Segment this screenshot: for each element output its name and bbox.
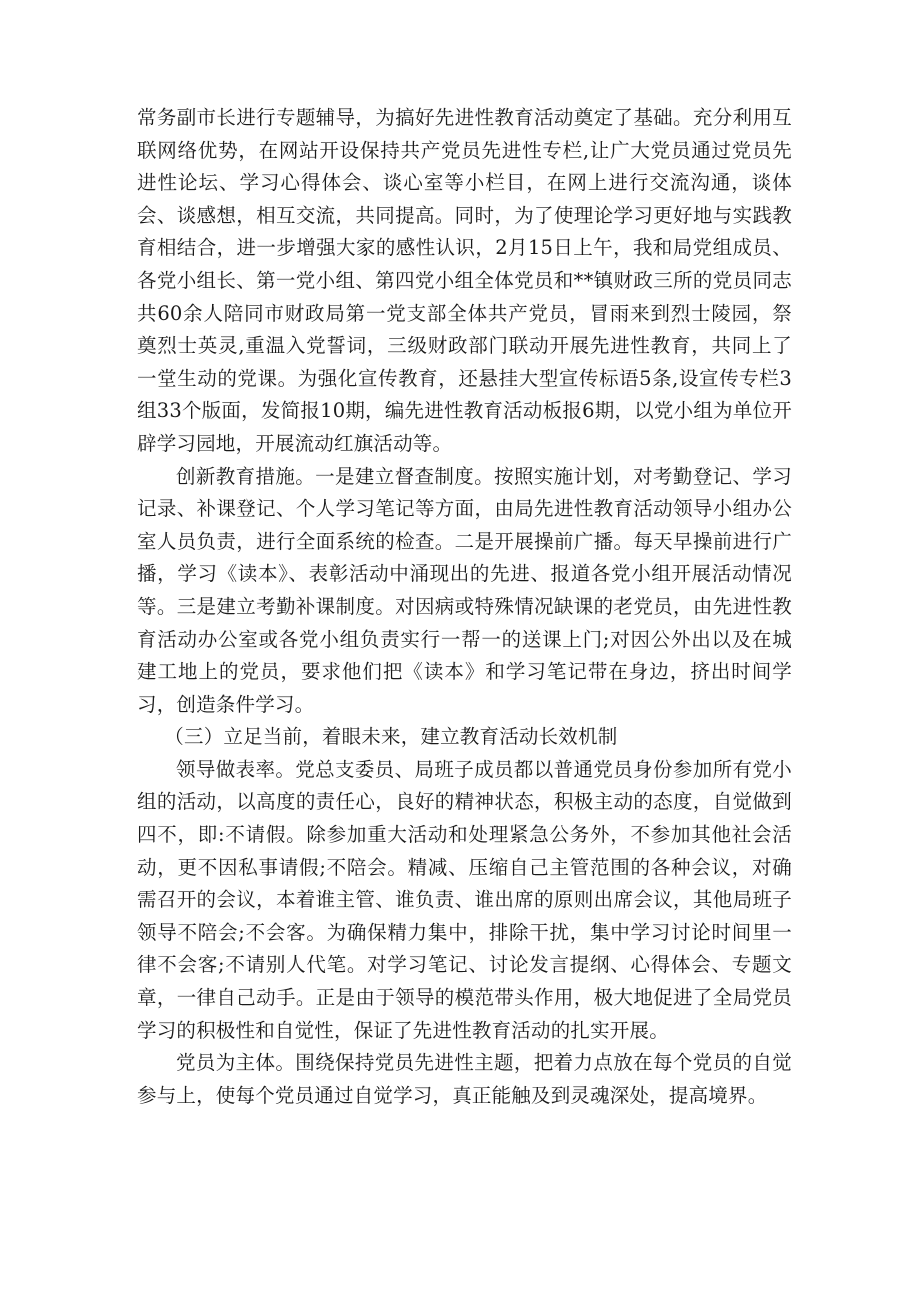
body-paragraph-innovation: 创新教育措施。一是建立督查制度。按照实施计划，对考勤登记、学习记录、补课登记、个人学习笔记等方面，由局先进性教育活动领导小组办公室人员负责，进行全面系统的检查。二是开展操前广播。每天早操前进行广播，学习《读本》、表彰活动中涌现出的先进、报道各党小组开展活动情况等。三是建立考勤补课制度。对因病或特殊情况缺课的老党员，由先进性教育活动办公室或各党小组负责实行一帮一的送课上门;对因公外出以及在城建工地上的党员，要求他们把《读本》和学习笔记带在身边，挤出时间学习，创造条件学习。 xyxy=(137,464,792,716)
body-paragraph-1: 常务副市长进行专题辅导，为搞好先进性教育活动奠定了基础。充分利用互联网络优势，在网站开设保持共产党员先进性专栏,让广大党员通过党员先进性论坛、学习心得体会、谈心室等小栏目，在网上进行交流沟通，谈体会、谈感想，相互交流，共同提高。同时，为了使理论学习更好地与实践教育相结合，进一步增强大家的感性认识，2月15日上午，我和局党组成员、各党小组长、第一党小组、第四党小组全体党员和**镇财政三所的党员同志共60余人陪同市财政局第一党支部全体共产党员，冒雨来到烈士陵园，祭奠烈士英灵,重温入党誓词，三级财政部门联动开展先进性教育，共同上了一堂生动的党课。为强化宣传教育，还悬挂大型宣传标语5条,设宣传专栏3组33个版面，发简报10期，编先进性教育活动板报6期，以党小组为单位开辟学习园地，开展流动红旗活动等。 xyxy=(137,106,792,455)
body-paragraph-members: 党员为主体。围绕保持党员先进性主题，把着力点放在每个党员的自觉参与上，使每个党员通过自觉学习，真正能触及到灵魂深处，提高境界。 xyxy=(137,1051,792,1107)
section-heading-3: （三）立足当前，着眼未来，建立教育活动长效机制 xyxy=(164,725,618,749)
body-paragraph-leadership: 领导做表率。党总支委员、局班子成员都以普通党员身份参加所有党小组的活动，以高度的责任心，良好的精神状态，积极主动的态度，自觉做到四不，即:不请假。除参加重大活动和处理紧急公务外，不参加其他社会活动，更不因私事请假;不陪会。精减、压缩自己主管范围的各种会议，对确需召开的会议，本着谁主管、谁负责、谁出席的原则出席会议，其他局班子领导不陪会;不会客。为确保精力集中，排除干扰，集中学习讨论时间里一律不会客;不请别人代笔。对学习笔记、讨论发言提纲、心得体会、专题文章，一律自己动手。正是由于领导的模范带头作用，极大地促进了全局党员学习的积极性和自觉性，保证了先进性教育活动的扎实开展。 xyxy=(137,757,792,1042)
document-page xyxy=(137,102,792,1112)
